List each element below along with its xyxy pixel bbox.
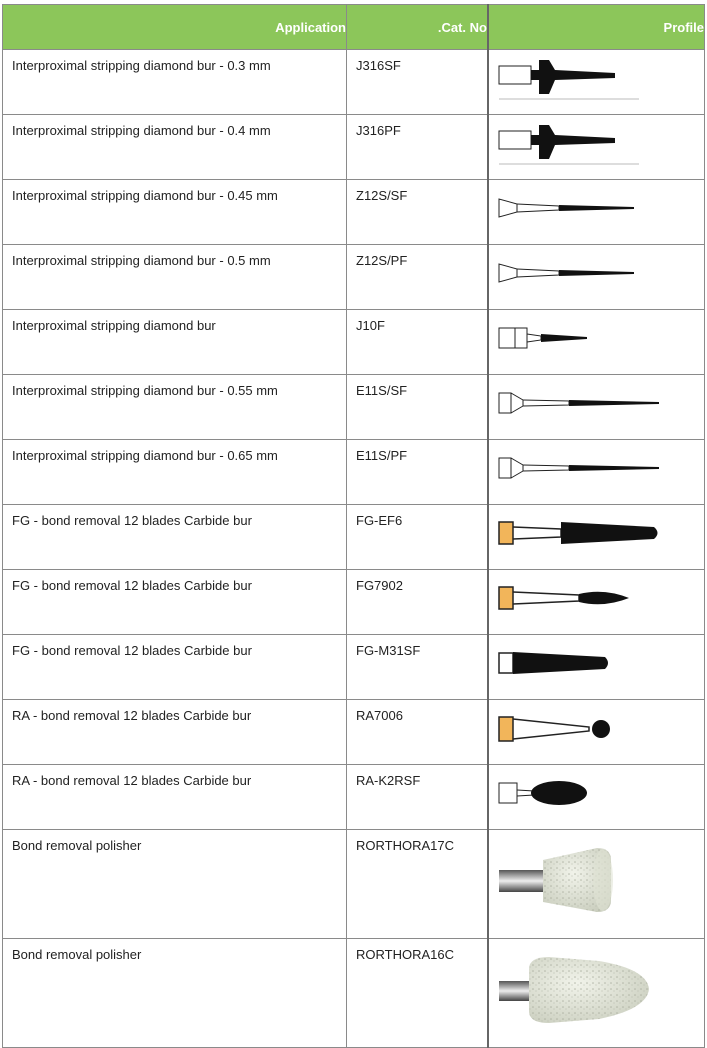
header-row xyxy=(3,5,705,50)
profile-cell xyxy=(488,635,705,700)
cat-no-cell: RORTHORA17C xyxy=(347,830,489,939)
catalog-table xyxy=(2,4,705,1048)
cat-no-cell: RA-K2RSF xyxy=(347,765,489,830)
profile-cell xyxy=(488,115,705,180)
table-row xyxy=(3,310,705,375)
application-cell: Bond removal polisher xyxy=(3,939,347,1048)
table-row xyxy=(3,115,705,180)
cat-no-cell: FG-EF6 xyxy=(347,505,489,570)
table-row xyxy=(3,245,705,310)
table-row xyxy=(3,505,705,570)
application-cell: Interproximal stripping diamond bur xyxy=(3,310,347,375)
profile-cell xyxy=(488,180,705,245)
carbide-egg-bur-icon xyxy=(489,765,703,821)
profile-cell xyxy=(488,375,705,440)
header-application: Application xyxy=(3,5,347,50)
application-cell: Interproximal stripping diamond bur - 0.55 mm xyxy=(3,375,347,440)
application-cell: Bond removal polisher xyxy=(3,830,347,939)
table-row xyxy=(3,570,705,635)
table-row xyxy=(3,180,705,245)
taper-needle-bur-icon xyxy=(489,245,703,301)
application-cell: Interproximal stripping diamond bur - 0.65 mm xyxy=(3,440,347,505)
long-needle-bur-icon xyxy=(489,440,703,496)
carbide-round-bur-icon xyxy=(489,700,703,756)
stripping-bur-flame-icon xyxy=(489,115,703,171)
cat-no-cell: Z12S/SF xyxy=(347,180,489,245)
profile-cell xyxy=(488,830,705,939)
short-needle-bur-icon xyxy=(489,310,703,366)
stripping-bur-flame-icon xyxy=(489,50,703,106)
long-needle-bur-icon xyxy=(489,375,703,431)
cat-no-cell: J316SF xyxy=(347,50,489,115)
table-row xyxy=(3,700,705,765)
application-cell: Interproximal stripping diamond bur - 0.3 mm xyxy=(3,50,347,115)
cat-no-cell: FG7902 xyxy=(347,570,489,635)
profile-cell xyxy=(488,570,705,635)
application-cell: FG - bond removal 12 blades Carbide bur xyxy=(3,570,347,635)
cat-no-cell: E11S/SF xyxy=(347,375,489,440)
application-cell: Interproximal stripping diamond bur - 0.4 mm xyxy=(3,115,347,180)
cat-no-cell: E11S/PF xyxy=(347,440,489,505)
cat-no-cell: FG-M31SF xyxy=(347,635,489,700)
header-cat-no: .Cat. No xyxy=(347,5,489,50)
profile-cell xyxy=(488,700,705,765)
application-cell: Interproximal stripping diamond bur - 0.5 mm xyxy=(3,245,347,310)
cat-no-cell: J10F xyxy=(347,310,489,375)
cat-no-cell: J316PF xyxy=(347,115,489,180)
taper-needle-bur-icon xyxy=(489,180,703,236)
table-row xyxy=(3,50,705,115)
profile-cell xyxy=(488,310,705,375)
table-row xyxy=(3,939,705,1048)
header-profile: Profile xyxy=(488,5,705,50)
profile-cell xyxy=(488,765,705,830)
carbide-flame-bur-icon xyxy=(489,570,703,626)
carbide-taper-bur-icon xyxy=(489,505,703,561)
table-row xyxy=(3,830,705,939)
application-cell: FG - bond removal 12 blades Carbide bur xyxy=(3,635,347,700)
application-cell: RA - bond removal 12 blades Carbide bur xyxy=(3,765,347,830)
table-row xyxy=(3,765,705,830)
polisher-bullet-icon xyxy=(489,939,703,1039)
profile-cell xyxy=(488,245,705,310)
table-row xyxy=(3,440,705,505)
profile-cell xyxy=(488,440,705,505)
profile-cell xyxy=(488,50,705,115)
profile-cell xyxy=(488,939,705,1048)
table-row xyxy=(3,375,705,440)
carbide-cylinder-bur-icon xyxy=(489,635,703,691)
profile-cell xyxy=(488,505,705,570)
cat-no-cell: Z12S/PF xyxy=(347,245,489,310)
application-cell: FG - bond removal 12 blades Carbide bur xyxy=(3,505,347,570)
application-cell: Interproximal stripping diamond bur - 0.45 mm xyxy=(3,180,347,245)
application-cell: RA - bond removal 12 blades Carbide bur xyxy=(3,700,347,765)
cat-no-cell: RA7006 xyxy=(347,700,489,765)
table-row xyxy=(3,635,705,700)
cat-no-cell: RORTHORA16C xyxy=(347,939,489,1048)
polisher-cone-icon xyxy=(489,830,703,930)
